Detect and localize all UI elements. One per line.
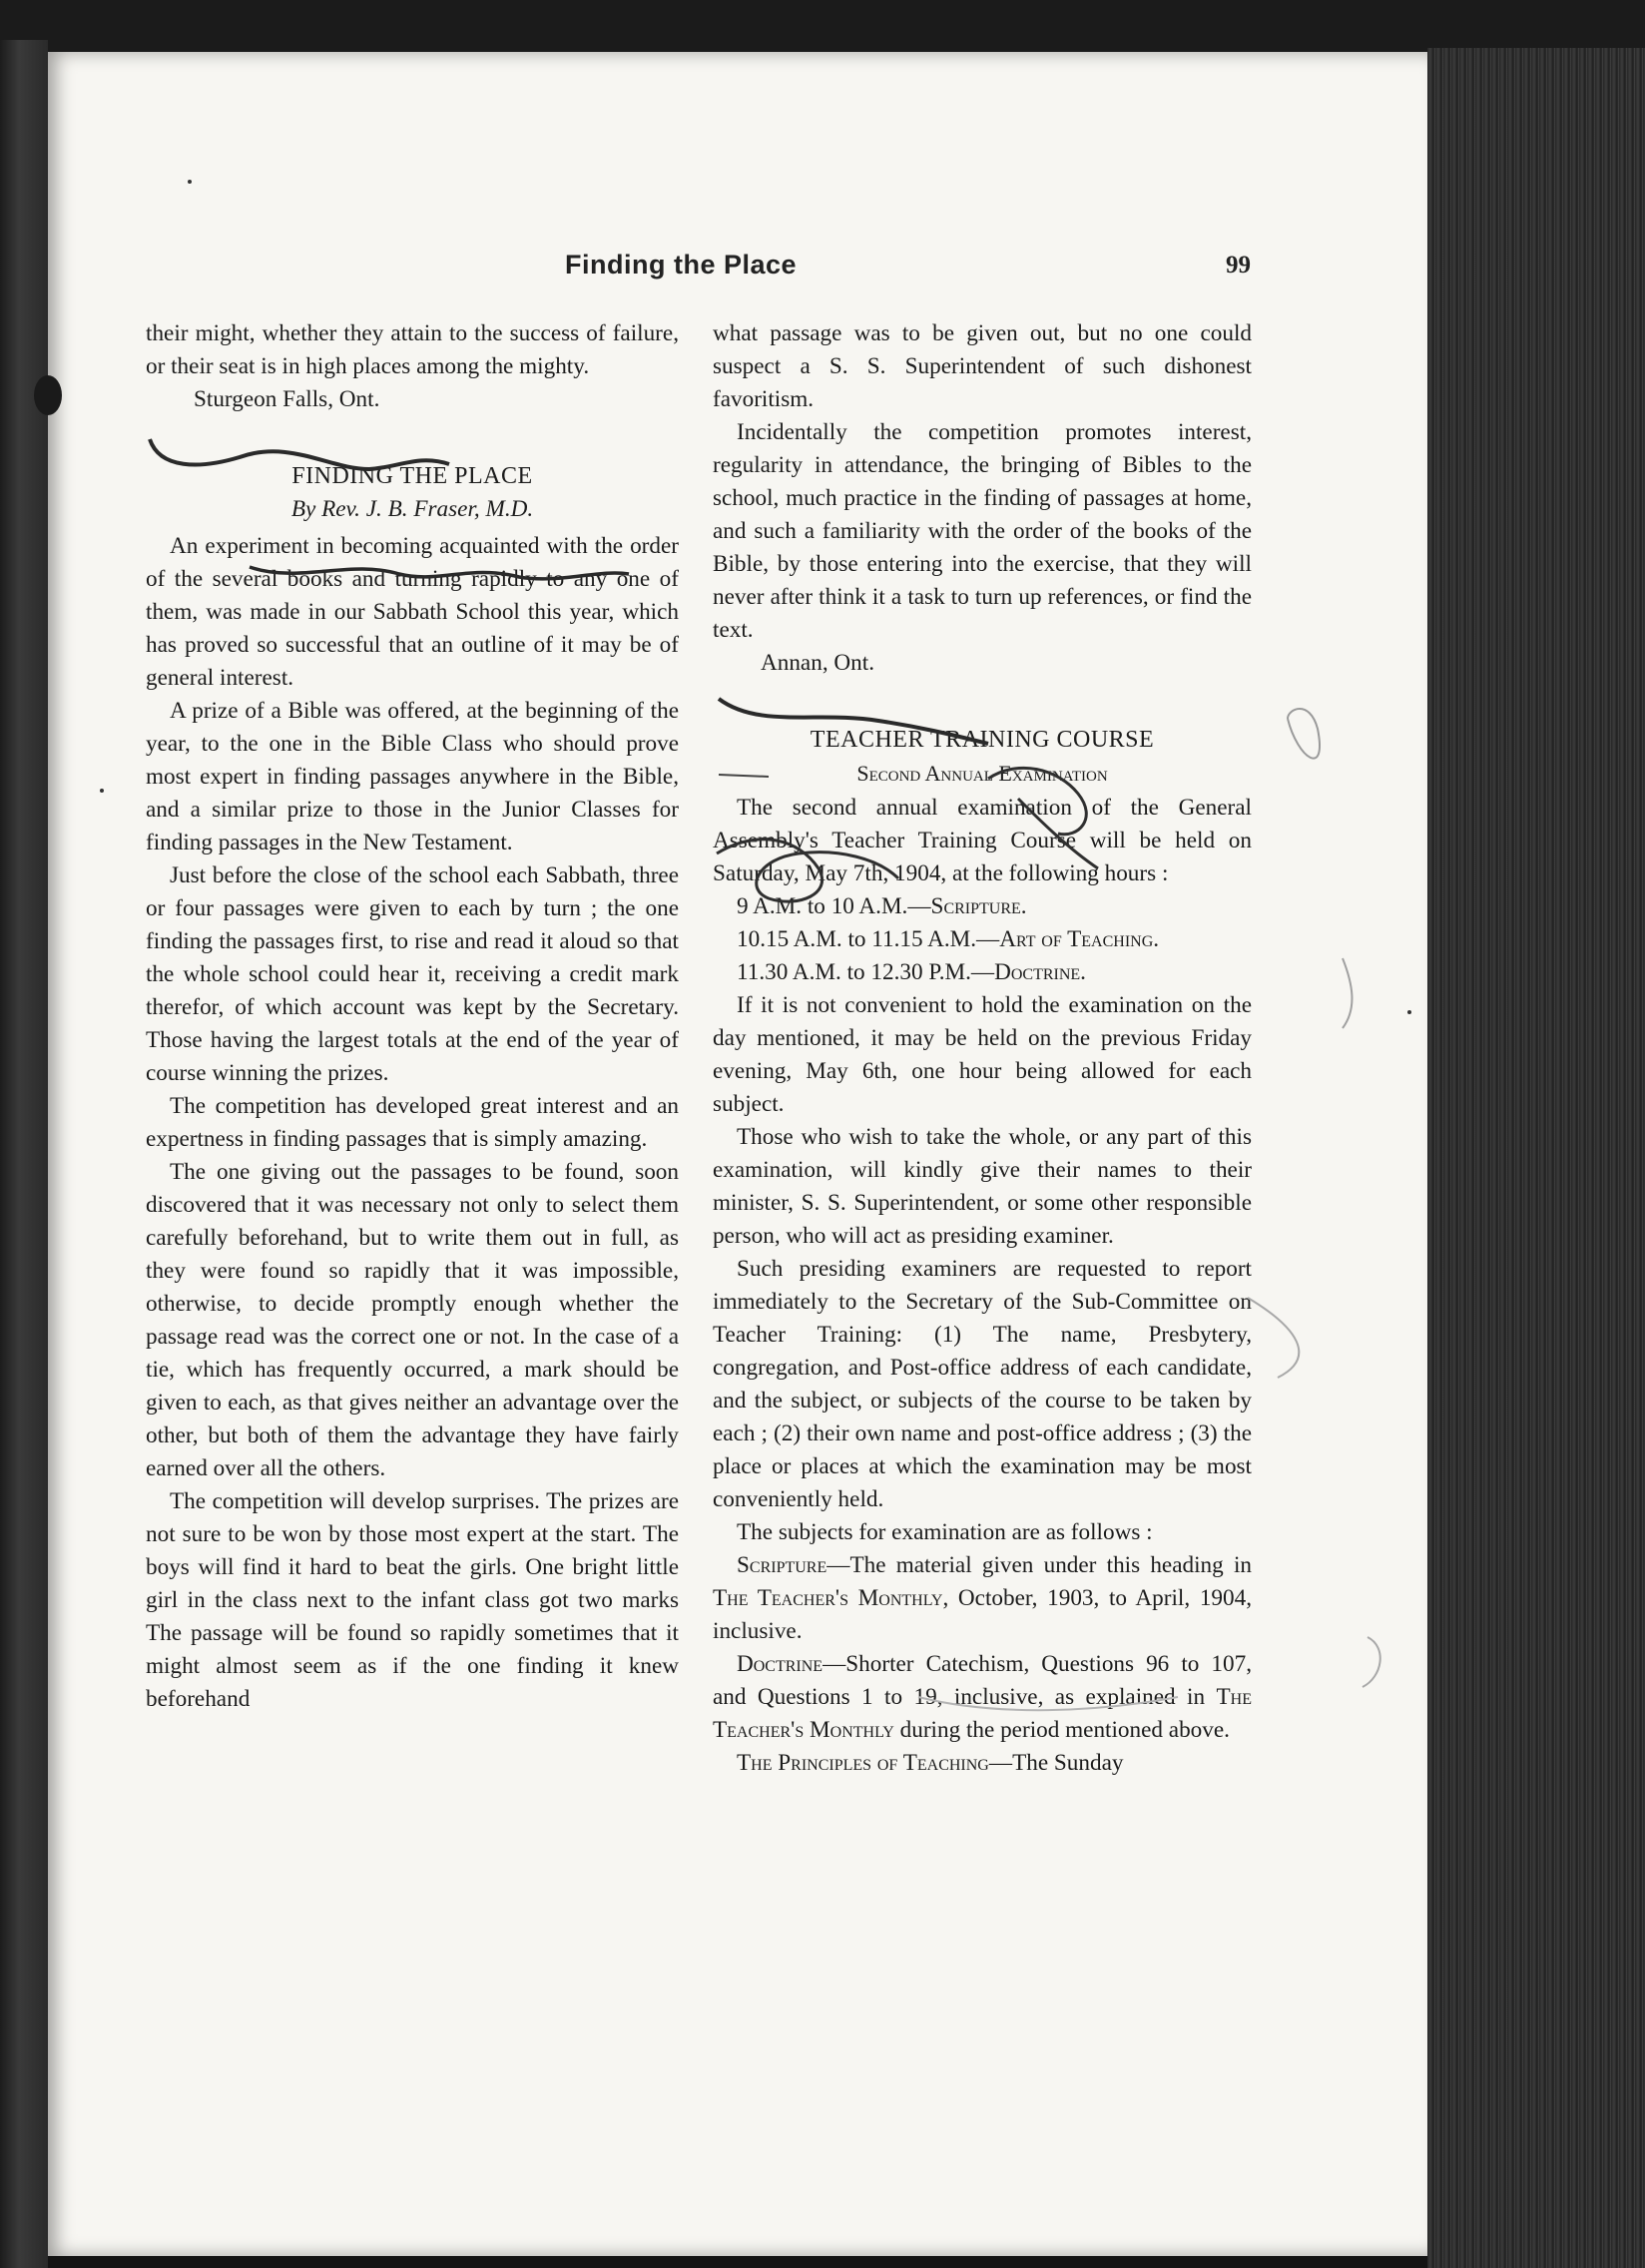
paragraph: Incidentally the competition promotes interest, regularity in attendance, the bringing of Bibles to the school, much practice in the finding of passages at home, and such a familiarity with the order of the books of the Bible, by those entering into the exercise, that they will never after think it a task to turn up references, or find the text. xyxy=(713,419,1252,643)
signature-location: Sturgeon Falls, Ont. xyxy=(194,386,380,412)
article-heading: FINDING THE PLACE xyxy=(291,463,533,489)
signature-location: Annan, Ont. xyxy=(761,650,874,676)
schedule-item: 9 A.M. to 10 A.M.—Scripture. xyxy=(737,893,1027,919)
schedule-item: 10.15 A.M. to 11.15 A.M.—Art of Teaching. xyxy=(737,926,1160,952)
paragraph: The second annual examination of the General Assembly's Teacher Training Course will be held on Saturday, May 7th, 1904, at the following hours : xyxy=(713,795,1252,886)
paper-speck xyxy=(100,789,104,793)
section-subheading: Second Annual Examination xyxy=(856,761,1108,786)
paragraph: their might, whether they attain to the success of failure, or their seat is in high places among the mighty. xyxy=(146,320,679,379)
paragraph: The competition has developed great interest and an expertness in finding passages that is simply amazing. xyxy=(146,1093,679,1152)
punch-hole xyxy=(34,375,62,415)
page-number: 99 xyxy=(1226,252,1251,279)
paragraph: what passage was to be given out, but no one could suspect a S. S. Superintendent of such dishonest favoritism. xyxy=(713,320,1252,412)
paragraph: A prize of a Bible was offered, at the beginning of the year, to the one in the Bible Class who should prove most expert in finding passages anywhere in the Bible, and a similar prize to those in the Junior Classes for finding passages in the New Testament. xyxy=(146,698,679,855)
article-byline: By Rev. J. B. Fraser, M.D. xyxy=(290,496,534,522)
paragraph: Those who wish to take the whole, or any part of this examination, will kindly give their names to their minister, S. S. Superintendent, or some other responsible person, who will act as presiding examiner. xyxy=(713,1124,1252,1249)
book-page-edges xyxy=(1427,48,1645,2268)
right-column xyxy=(713,317,1252,1780)
paragraph: Doctrine—Shorter Catechism, Questions 96 to 107, and Questions 1 to 19, inclusive, as explained in The Teacher's Monthly during the period mentioned above. xyxy=(713,1651,1252,1743)
section-heading: TEACHER TRAINING COURSE xyxy=(810,727,1155,753)
paragraph: The subjects for examination are as follows : xyxy=(737,1519,1153,1545)
running-head: Finding the Place xyxy=(565,250,798,280)
paragraph: The competition will develop surprises. The prizes are not sure to be won by those most expert at the start. The boys will find it hard to beat the girls. One bright little girl in the class next to the infant class got two marks The passage will be found so rapidly sometimes that it might almost seem as if the one finding it knew beforehand xyxy=(146,1488,679,1712)
paragraph: The one giving out the passages to be found, soon discovered that it was necessary not only to select them carefully beforehand, but to write them out in full, as they were found so rapidly that it was impossible, otherwise, to decide promptly enough whether the passage read was the correct one or not. In the case of a tie, which has frequently occurred, a mark should be given to each, as that gives neither an advantage over the other, but both of them the advantage they have fairly earned over all the others. xyxy=(146,1159,679,1481)
schedule-item: 11.30 A.M. to 12.30 P.M.—Doctrine. xyxy=(737,959,1086,985)
paragraph: An experiment in becoming acquainted with the order of the several books and turning rapidly to any one of them, was made in our Sabbath School this year, which has proved so successful that an outline of it may be of general interest. xyxy=(146,533,679,691)
paper-speck xyxy=(1407,1010,1411,1014)
paragraph: Such presiding examiners are requested to report immediately to the Secretary of the Sub-Committee on Teacher Training: (1) The name, Presbytery, congregation, and Post-office address of each candidate, and the subject, or subjects of the course to be taken by each ; (2) their own name and post-office address ; (3) the place or places at which the examination may be most conveniently held. xyxy=(713,1256,1252,1512)
paragraph: Just before the close of the school each Sabbath, three or four passages were given to each by turn ; the one finding the passages first, to rise and read it aloud so that the whole school could hear it, receiving a credit mark therefor, of which account was kept by the Secretary. Those having the largest totals at the end of the year of course winning the prizes. xyxy=(146,862,679,1086)
book-binding xyxy=(0,40,48,2268)
paper-speck xyxy=(188,180,192,184)
left-column xyxy=(146,317,679,1716)
paragraph: The Principles of Teaching—The Sunday xyxy=(737,1750,1124,1776)
scan-top-border xyxy=(0,0,1645,52)
paragraph: Scripture—The material given under this heading in The Teacher's Monthly, October, 1903, to April, 1904, inclusive. xyxy=(713,1552,1252,1644)
paragraph: If it is not convenient to hold the examination on the day mentioned, it may be held on the previous Friday evening, May 6th, one hour being allowed for each subject. xyxy=(713,992,1252,1117)
